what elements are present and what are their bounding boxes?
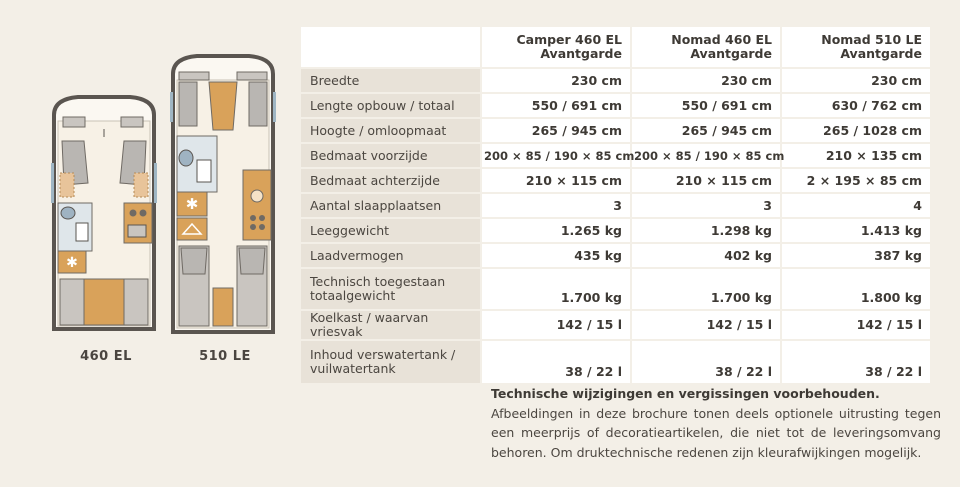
floorplans (0, 0, 300, 487)
row-label: Leeggewicht (301, 218, 481, 243)
floorplan-label: 460 EL (80, 349, 132, 364)
row-label: Hoogte / omloopmaat (301, 118, 481, 143)
cell-value: 550 / 691 cm (631, 93, 781, 118)
cell-value: 4 (781, 193, 931, 218)
spec-table (301, 27, 932, 385)
header-empty-cell (301, 27, 481, 68)
row-label: Bedmaat voorzijde (301, 143, 481, 168)
cell-value: 402 kg (631, 243, 781, 268)
row-label: Technisch toegestaan totaalgewicht (301, 268, 481, 310)
table-row (301, 310, 931, 340)
cell-value: 1.298 kg (631, 218, 781, 243)
floorplan-510-le (167, 52, 279, 338)
cell-value: 142 / 15 l (781, 310, 931, 340)
cell-value: 38 / 22 l (481, 340, 631, 384)
cell-value: 630 / 762 cm (781, 93, 931, 118)
cell-value: 1.413 kg (781, 218, 931, 243)
cell-value: 210 × 115 cm (631, 168, 781, 193)
column-header-line1: Nomad 510 LE (821, 32, 922, 47)
table-row (301, 143, 931, 168)
cell-value: 265 / 945 cm (631, 118, 781, 143)
cell-value: 230 cm (481, 68, 631, 93)
column-header-line2: Avantgarde (540, 46, 622, 61)
column-header-line2: Avantgarde (840, 46, 922, 61)
cell-value: 230 cm (781, 68, 931, 93)
column-header-line1: Camper 460 EL (516, 32, 622, 47)
row-label: Lengte opbouw / totaal (301, 93, 481, 118)
row-label: Bedmaat achterzijde (301, 168, 481, 193)
table-header-row (301, 27, 931, 68)
cell-value: 1.800 kg (781, 268, 931, 310)
disclaimer-note (491, 384, 941, 462)
cell-value: 200 × 85 / 190 × 85 cm (481, 143, 631, 168)
row-label: Aantal slaapplaatsen (301, 193, 481, 218)
cell-value: 38 / 22 l (781, 340, 931, 384)
row-label: Koelkast / waarvan vriesvak (301, 310, 481, 340)
cell-value: 3 (631, 193, 781, 218)
table-row (301, 340, 931, 384)
table-row (301, 93, 931, 118)
cell-value: 230 cm (631, 68, 781, 93)
column-header-line2: Avantgarde (690, 46, 772, 61)
row-label: Inhoud verswatertank / vuilwatertank (301, 340, 481, 384)
cell-value: 265 / 945 cm (481, 118, 631, 143)
table-row (301, 268, 931, 310)
cell-value: 435 kg (481, 243, 631, 268)
column-header (781, 27, 931, 68)
floorplan-460-el (48, 93, 160, 336)
svg-text:✱: ✱ (185, 195, 199, 213)
cell-value: 265 / 1028 cm (781, 118, 931, 143)
table-row (301, 68, 931, 93)
floorplan-label: 510 LE (199, 349, 251, 364)
cell-value: 210 × 115 cm (481, 168, 631, 193)
cell-value: 3 (481, 193, 631, 218)
row-label: Breedte (301, 68, 481, 93)
row-label: Laadvermogen (301, 243, 481, 268)
column-header (631, 27, 781, 68)
table-row (301, 243, 931, 268)
table-row (301, 218, 931, 243)
cell-value: 210 × 135 cm (781, 143, 931, 168)
table-row (301, 118, 931, 143)
cell-value: 2 × 195 × 85 cm (781, 168, 931, 193)
disclaimer-body: Afbeeldingen in deze brochure tonen deels optionele uitrusting tegen een meerprijs of decoratieartikelen, die niet tot de leveringsomvang behoren. Om druktechnische redenen zijn kleurafwijkingen mogelijk. (491, 405, 941, 460)
svg-text:✱: ✱ (66, 255, 78, 271)
cell-value: 38 / 22 l (631, 340, 781, 384)
column-header-line1: Nomad 460 EL (671, 32, 772, 47)
cell-value: 387 kg (781, 243, 931, 268)
cell-value: 1.700 kg (631, 268, 781, 310)
table-row (301, 168, 931, 193)
column-header (481, 27, 631, 68)
cell-value: 200 × 85 / 190 × 85 cm (631, 143, 781, 168)
disclaimer-heading: Technische wijzigingen en vergissingen voorbehouden. (491, 386, 880, 401)
cell-value: 1.265 kg (481, 218, 631, 243)
cell-value: 142 / 15 l (631, 310, 781, 340)
cell-value: 550 / 691 cm (481, 93, 631, 118)
table-row (301, 193, 931, 218)
cell-value: 1.700 kg (481, 268, 631, 310)
cell-value: 142 / 15 l (481, 310, 631, 340)
